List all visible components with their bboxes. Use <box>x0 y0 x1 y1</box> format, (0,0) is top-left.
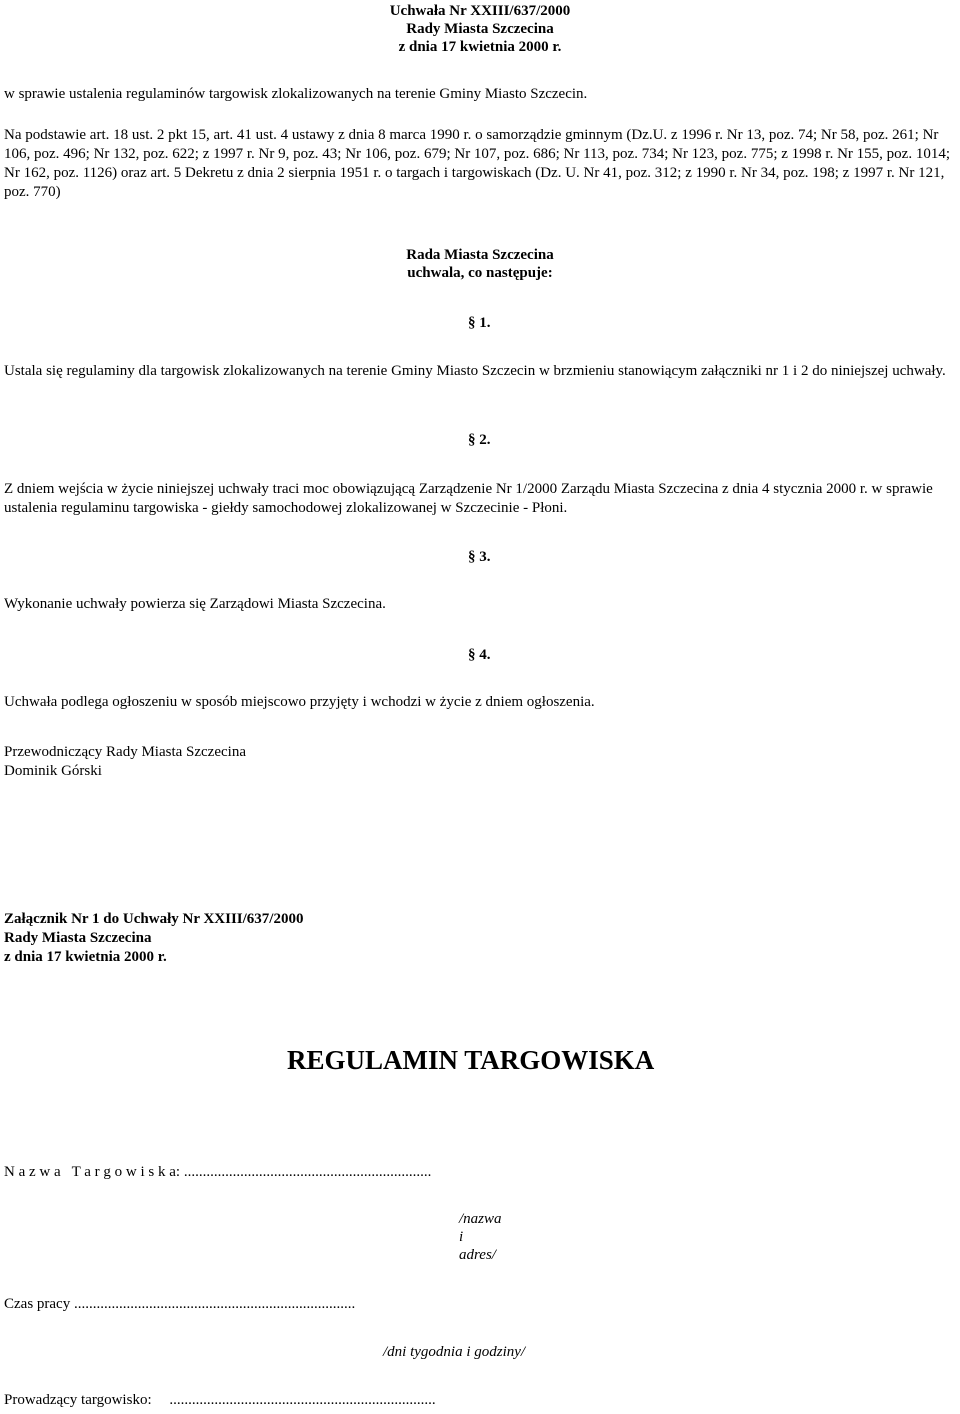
working-hours-hint: /dni tygodnia i godziny/ <box>383 1344 526 1360</box>
section-2-mark: § 2. <box>468 432 491 448</box>
section-4-mark: § 4. <box>468 647 491 663</box>
manager-field <box>4 1392 436 1409</box>
market-name-dots: .................................................................. <box>183 1164 432 1180</box>
signature-role: Przewodniczący Rady Miasta Szczecina <box>4 744 246 760</box>
resolution-subject: w sprawie ustalenia regulaminów targowisk zlokalizowanych na terenie Gminy Miasto Szczecin. <box>4 86 588 102</box>
section-1-text: Ustala się regulaminy dla targowisk zlokalizowanych na terenie Gminy Miasto Szczecin w brzmieniu stanowiącym załączniki nr 1 i 2 do niniejszej uchwały. <box>4 363 946 379</box>
market-name-hint <box>459 1210 502 1264</box>
attachment-council: Rady Miasta Szczecina <box>4 930 152 946</box>
hint-line-2: i <box>459 1229 464 1245</box>
resolution-date: z dnia 17 kwietnia 2000 r. <box>398 39 562 55</box>
legal-basis: Na podstawie art. 18 ust. 2 pkt 15, art. 41 ust. 4 ustawy z dnia 8 marca 1990 r. o samorządzie gminnym (Dz.U. z 1996 r. Nr 13, poz. 74; Nr 58, poz. 261; Nr 106, poz. 496; Nr 132, poz. 622; z 1997 r. Nr 9, poz. 43; Nr 106, poz. 679; Nr 107, poz. 686; Nr 113, poz. 734; Nr 123, poz. 775; z 1998 r. Nr 155, poz. 1014; Nr 162, poz. 1126) oraz art. 5 Dekretu z dnia 2 sierpnia 1951 r. o targach i targowiskach (Dz. U. Nr 41, poz. 312; z 1990 r. Nr 34, poz. 198; z 1997 r. Nr 121, poz. 770) <box>4 127 950 200</box>
working-hours-label: Czas pracy <box>4 1296 71 1312</box>
hint-line-1: /nazwa <box>459 1211 502 1227</box>
working-hours-dots: ........................................................................... <box>73 1296 356 1312</box>
signature <box>4 743 246 781</box>
attachment-title: Załącznik Nr 1 do Uchwały Nr XXIII/637/2000 <box>4 911 304 927</box>
market-name-label: N a z w a T a r g o w i s k a: <box>4 1164 181 1180</box>
regulation-title: REGULAMIN TARGOWISKA <box>287 1045 655 1075</box>
section-2-text: Z dniem wejścia w życie niniejszej uchwały traci moc obowiązującą Zarządzenie Nr 1/2000 Zarządu Miasta Szczecina z dnia 4 stycznia 2000 r. w sprawie ustalenia regulaminu targowiska - giełdy samochodowej zlokalizowanej w Szczecinie - Płoni. <box>4 481 933 516</box>
council-statement <box>380 246 580 282</box>
section-1-mark: § 1. <box>468 315 491 331</box>
resolution-council: Rady Miasta Szczecina <box>406 21 554 37</box>
market-name-field <box>4 1164 431 1181</box>
resolution-header <box>300 2 660 56</box>
working-hours-field <box>4 1296 355 1313</box>
signature-name: Dominik Górski <box>4 763 102 779</box>
attachment-header <box>4 910 303 967</box>
section-4-text: Uchwała podlega ogłoszeniu w sposób miejscowo przyjęty i wchodzi w życie z dniem ogłoszenia. <box>4 694 595 710</box>
attachment-date: z dnia 17 kwietnia 2000 r. <box>4 949 167 965</box>
council-resolves: uchwala, co następuje: <box>407 265 553 281</box>
resolution-number: Uchwała Nr XXIII/637/2000 <box>389 3 571 19</box>
manager-label: Prowadzący targowisko: <box>4 1392 152 1408</box>
section-3-text: Wykonanie uchwały powierza się Zarządowi Miasta Szczecina. <box>4 596 386 612</box>
council-name: Rada Miasta Szczecina <box>406 247 554 263</box>
section-3-mark: § 3. <box>468 549 491 565</box>
hint-line-3: adres/ <box>459 1247 496 1263</box>
manager-dots: ....................................................................... <box>169 1392 436 1408</box>
